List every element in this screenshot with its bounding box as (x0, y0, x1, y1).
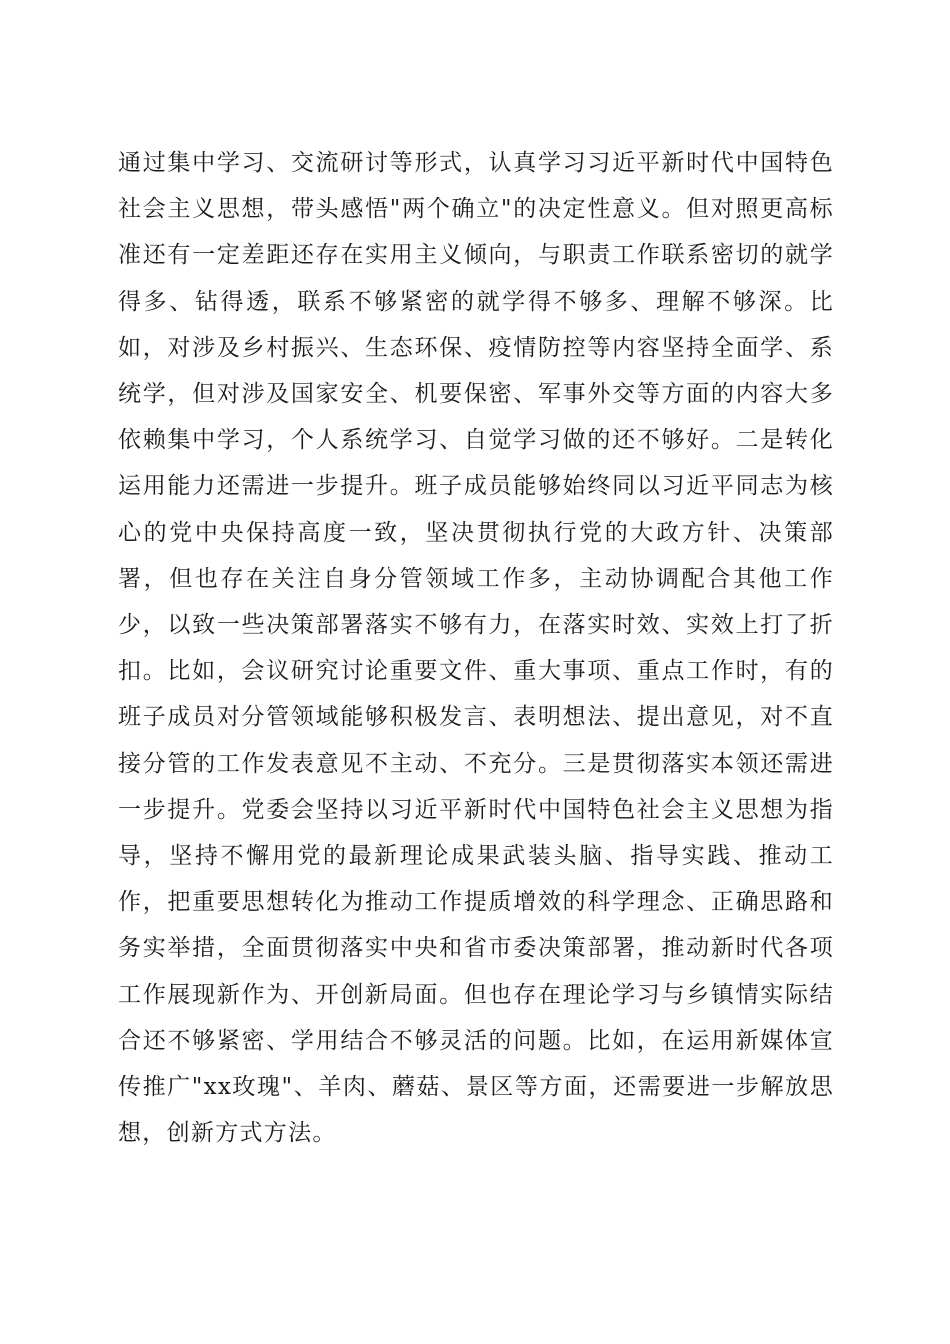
body-paragraph: 通过集中学习、交流研讨等形式，认真学习习近平新时代中国特色社会主义思想，带头感悟"两个确立"的决定性意义。但对照更高标准还有一定差距还存在实用主义倾向，与职责工作联系密切的就学得多、钻得透，联系不够紧密的就学得不够多、理解不够深。比如，对涉及乡村振兴、生态环保、疫情防控等内容坚持全面学、系统学，但对涉及国家安全、机要保密、军事外交等方面的内容大多依赖集中学习，个人系统学习、自觉学习做的还不够好。二是转化运用能力还需进一步提升。班子成员能够始终同以习近平同志为核心的党中央保持高度一致，坚决贯彻执行党的大政方针、决策部署，但也存在关注自身分管领域工作多，主动协调配合其他工作少，以致一些决策部署落实不够有力，在落实时效、实效上打了折扣。比如，会议研究讨论重要文件、重大事项、重点工作时，有的班子成员对分管领域能够积极发言、表明想法、提出意见，对不直接分管的工作发表意见不主动、不充分。三是贯彻落实本领还需进一步提升。党委会坚持以习近平新时代中国特色社会主义思想为指导，坚持不懈用党的最新理论成果武装头脑、指导实践、推动工作，把重要思想转化为推动工作提质增效的科学理念、正确思路和务实举措，全面贯彻落实中央和省市委决策部署，推动新时代各项工作展现新作为、开创新局面。但也存在理论学习与乡镇情实际结合还不够紧密、学用结合不够灵活的问题。比如，在运用新媒体宣传推广"xx玫瑰"、羊肉、蘑菇、景区等方面，还需要进一步解放思想，创新方式方法。 (118, 150, 834, 1147)
